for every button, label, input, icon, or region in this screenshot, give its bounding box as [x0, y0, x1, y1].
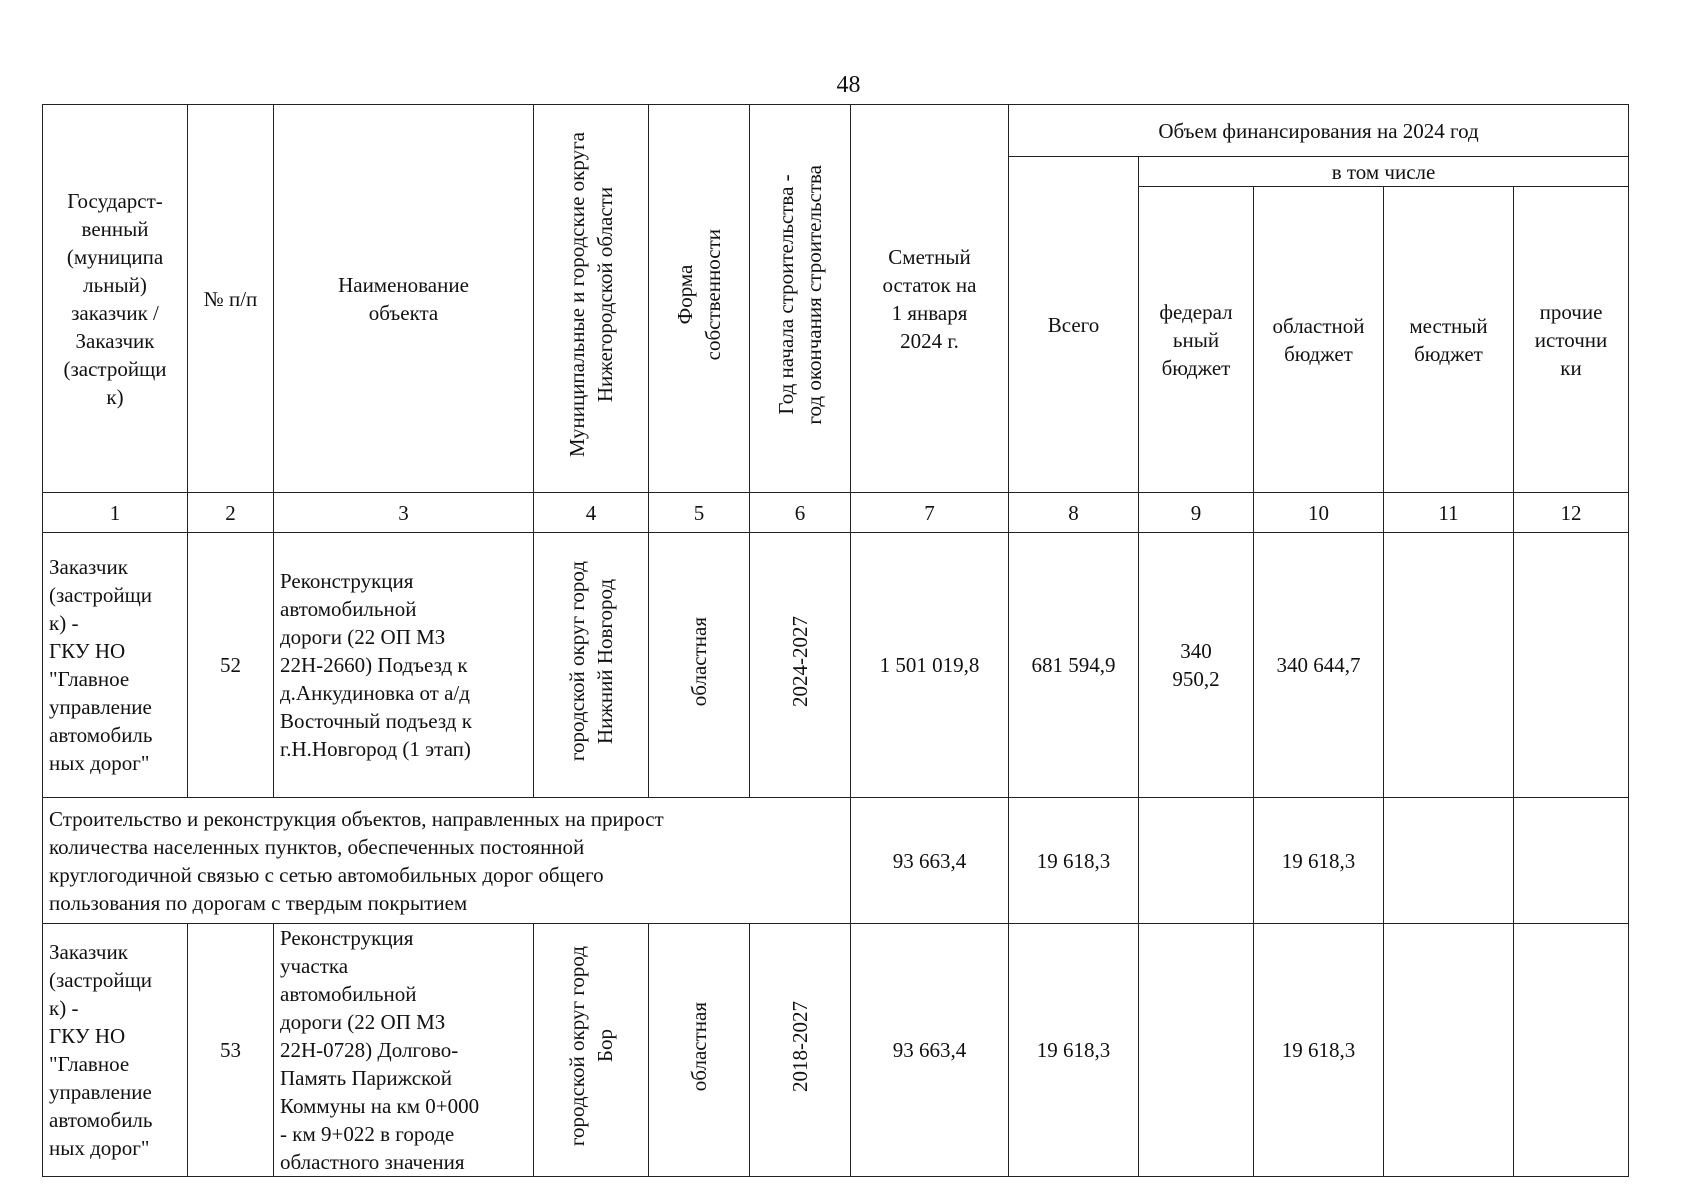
header-local: местный бюджет: [1384, 187, 1514, 493]
row52-number: 52: [188, 533, 274, 798]
col-number: 9: [1139, 493, 1254, 533]
header-federal: федерал ьный бюджет: [1139, 187, 1254, 493]
header-estimate: Сметный остаток на 1 января 2024 г.: [851, 105, 1009, 493]
header-years-cell: [750, 105, 851, 493]
financing-table: [42, 104, 1629, 1177]
column-number-row: [43, 493, 1629, 533]
row52-district: городской округ город Нижний Новгород: [565, 561, 617, 762]
row52-federal: 340 950,2: [1139, 533, 1254, 798]
row52-total: 681 594,9: [1009, 533, 1139, 798]
row53-years: 2018-2027: [788, 1001, 812, 1092]
row52-object-name: Реконструкция автомобильной дороги (22 ОП МЗ 22Н-2660) Подъезд к д.Анкудиновка от а/д Восточный подъезд к г.Н.Новгород (1 этап): [274, 533, 534, 798]
row53-regional: 19 618,3: [1254, 924, 1384, 1177]
section-total: 19 618,3: [1009, 798, 1139, 924]
row52-estimate: 1 501 019,8: [851, 533, 1009, 798]
row53-number: 53: [188, 924, 274, 1177]
section-estimate: 93 663,4: [851, 798, 1009, 924]
table-row-52: [43, 533, 1629, 798]
row53-customer: Заказчик (застройщи к) - ГКУ НО "Главное управление автомобиль ных дорог": [43, 924, 188, 1177]
section-title: Строительство и реконструкция объектов, направленных на прирост количества населенных пунктов, обеспеченных постоянной круглогодичной связью с сетью автомобильных дорог общего пользования по дорогам с твердым покрытием: [43, 798, 851, 924]
header-district-cell: [534, 105, 649, 493]
col-number: 8: [1009, 493, 1139, 533]
row53-ownership-cell: [649, 924, 750, 1177]
header-financing-group: Объем финансирования на 2024 год: [1009, 105, 1629, 157]
row53-district: городской округ город Бор: [565, 946, 617, 1147]
table-row-53: [43, 924, 1629, 1177]
row53-total: 19 618,3: [1009, 924, 1139, 1177]
header-object-name: Наименование объекта: [274, 105, 534, 493]
row52-customer: Заказчик (застройщи к) - ГКУ НО "Главное управление автомобиль ных дорог": [43, 533, 188, 798]
col-number: 12: [1514, 493, 1629, 533]
col-number: 6: [750, 493, 851, 533]
row52-ownership: областная: [687, 616, 711, 707]
row53-federal: [1139, 924, 1254, 1177]
section-row: [43, 798, 1629, 924]
row52-district-cell: [534, 533, 649, 798]
header-years: Год начала строительства - год окончания строительства: [774, 165, 826, 425]
section-other: [1514, 798, 1629, 924]
row53-estimate: 93 663,4: [851, 924, 1009, 1177]
header-including: в том числе: [1139, 157, 1629, 187]
col-number: 1: [43, 493, 188, 533]
row53-other: [1514, 924, 1629, 1177]
header-customer: Государст- венный (муниципа льный) заказчик / Заказчик (застройщи к): [43, 105, 188, 493]
col-number: 10: [1254, 493, 1384, 533]
header-regional: областной бюджет: [1254, 187, 1384, 493]
col-number: 4: [534, 493, 649, 533]
header-number: № п/п: [188, 105, 274, 493]
header-other: прочие источни ки: [1514, 187, 1629, 493]
row52-years: 2024-2027: [788, 616, 812, 707]
header-ownership: Форма собственности: [673, 229, 725, 361]
section-local: [1384, 798, 1514, 924]
col-number: 2: [188, 493, 274, 533]
row53-ownership: областная: [687, 1001, 711, 1092]
col-number: 3: [274, 493, 534, 533]
row52-ownership-cell: [649, 533, 750, 798]
row52-regional: 340 644,7: [1254, 533, 1384, 798]
header-ownership-cell: [649, 105, 750, 493]
row52-other: [1514, 533, 1629, 798]
header-total: Всего: [1009, 157, 1139, 493]
header-district: Муниципальные и городские округа Нижегородской области: [565, 132, 617, 458]
row53-local: [1384, 924, 1514, 1177]
row53-years-cell: [750, 924, 851, 1177]
header-row-1: [43, 105, 1629, 157]
row53-object-name: Реконструкция участка автомобильной дороги (22 ОП МЗ 22Н-0728) Долгово- Память Парижской Коммуны на км 0+000 - км 9+022 в городе областного значения: [274, 924, 534, 1177]
section-federal: [1139, 798, 1254, 924]
page-number: 48: [836, 72, 861, 98]
section-regional: 19 618,3: [1254, 798, 1384, 924]
row52-years-cell: [750, 533, 851, 798]
col-number: 11: [1384, 493, 1514, 533]
row52-local: [1384, 533, 1514, 798]
col-number: 5: [649, 493, 750, 533]
col-number: 7: [851, 493, 1009, 533]
row53-district-cell: [534, 924, 649, 1177]
